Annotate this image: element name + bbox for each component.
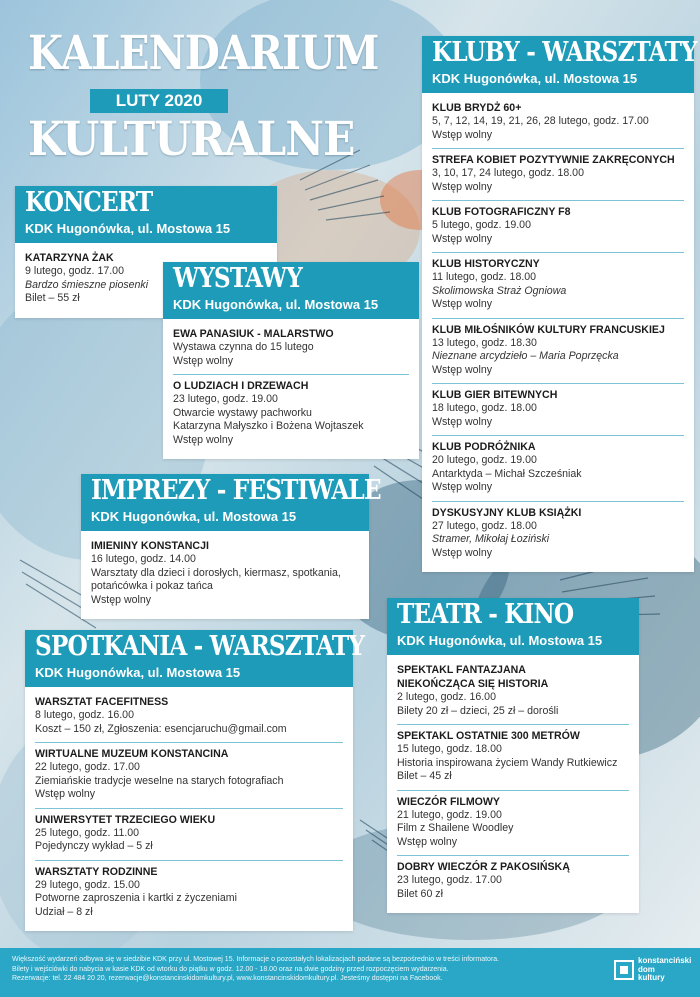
event-title: SPEKTAKL FANTAZJANA — [397, 664, 526, 676]
event-detail: Wstęp wolny — [91, 593, 152, 606]
teatr-panel — [387, 598, 639, 913]
event-detail: Nieznane arcydzieło – Maria Poprzęcka — [432, 350, 619, 362]
event-detail: Wstęp wolny — [432, 415, 493, 428]
event-item — [432, 201, 684, 253]
event-item — [432, 436, 684, 502]
teatr-title: TEATR - KINO — [397, 599, 574, 630]
event-item — [432, 384, 684, 436]
logo-text — [638, 957, 691, 983]
event-detail: Udział – 8 zł — [35, 905, 93, 918]
event-detail: Bilet 60 zł — [397, 887, 443, 900]
kdk-logo — [614, 956, 694, 990]
event-detail: 13 lutego, godz. 18.30 — [432, 336, 537, 349]
koncert-header — [15, 186, 277, 243]
event-item — [35, 861, 343, 926]
event-title: STREFA KOBIET POZYTYWNIE ZAKRĘCONYCH — [432, 154, 675, 166]
event-item — [397, 791, 629, 857]
logo-mark-icon — [614, 960, 634, 980]
event-detail: Stramer, Mikołaj Łoziński — [432, 533, 550, 545]
event-title: WIECZÓR FILMOWY — [397, 795, 500, 808]
event-item — [397, 725, 629, 791]
event-detail: 3, 10, 17, 24 lutego, godz. 18.00 — [432, 167, 584, 179]
imprezy-panel — [81, 474, 381, 619]
event-title: O LUDZIACH I DRZEWACH — [173, 380, 309, 392]
event-detail: 22 lutego, godz. 17.00 — [35, 761, 140, 773]
teatr-events — [387, 655, 639, 913]
event-detail: Otwarcie wystawy pachworku — [173, 406, 312, 419]
event-item — [35, 809, 343, 861]
event-detail: Wstęp wolny — [432, 546, 493, 559]
event-detail: Wstęp wolny — [173, 433, 234, 446]
footer — [0, 948, 700, 997]
event-item — [432, 149, 684, 201]
event-title: KLUB GIER BITEWNYCH — [432, 389, 558, 401]
teatr-header — [387, 598, 639, 655]
event-item — [432, 319, 684, 385]
event-detail: Antarktyda – Michał Szcześniak — [432, 467, 582, 480]
spotkania-panel — [25, 630, 365, 931]
imprezy-title: IMPREZY - FESTIWALE — [91, 475, 381, 506]
event-item — [25, 247, 157, 312]
event-detail: 2 lutego, godz. 16.00 — [397, 691, 496, 703]
event-detail: Potworne zaproszenia i kartki z życzeniami — [35, 892, 237, 904]
event-detail: Wstęp wolny — [432, 232, 493, 245]
kluby-panel — [422, 36, 697, 572]
wystawy-panel — [163, 262, 419, 459]
event-detail: Wstęp wolny — [432, 481, 493, 493]
event-item — [173, 375, 409, 453]
koncert-title: KONCERT — [25, 187, 153, 218]
event-item — [91, 535, 359, 613]
event-detail: 5, 7, 12, 14, 19, 21, 26, 28 lutego, godz. 17.00 — [432, 115, 649, 127]
teatr-venue: KDK Hugonówka, ul. Mostowa 15 — [397, 633, 603, 648]
wystawy-title: WYSTAWY — [173, 263, 302, 294]
event-detail: 9 lutego, godz. 17.00 — [25, 265, 124, 277]
event-detail: Wstęp wolny — [173, 354, 234, 367]
logo-text-line1: konstanciński — [638, 956, 692, 965]
kluby-venue: KDK Hugonówka, ul. Mostowa 15 — [432, 71, 638, 86]
main-title-line1: KALENDARIUM — [28, 26, 379, 81]
event-title: IMIENINY KONSTANCJI — [91, 540, 209, 552]
event-detail: Bilety 20 zł – dzieci, 25 zł – dorośli — [397, 704, 559, 717]
event-detail: Wstęp wolny — [432, 363, 493, 376]
event-detail: 23 lutego, godz. 17.00 — [397, 874, 502, 886]
kluby-title: KLUBY - WARSZTATY — [432, 37, 697, 68]
event-detail: 5 lutego, godz. 19.00 — [432, 219, 531, 231]
event-detail: Pojedynczy wykład – 5 zł — [35, 840, 153, 852]
event-title: EWA PANASIUK - MALARSTWO — [173, 328, 334, 340]
event-detail: Skolimowska Straż Ogniowa — [432, 284, 567, 297]
event-detail: Wstęp wolny — [397, 835, 458, 848]
month-badge: LUTY 2020 — [90, 89, 228, 113]
spotkania-title: SPOTKANIA - WARSZTATY — [35, 631, 365, 662]
event-detail: 8 lutego, godz. 16.00 — [35, 709, 134, 721]
event-title: SPEKTAKL OSTATNIE 300 METRÓW — [397, 730, 580, 742]
kluby-header — [422, 36, 697, 93]
event-detail: Bardzo śmieszne piosenki — [25, 278, 149, 291]
event-detail: Warsztaty dla dzieci i dorosłych, kiermasz, spotkania, — [91, 566, 341, 579]
wystawy-venue: KDK Hugonówka, ul. Mostowa 15 — [173, 297, 379, 312]
event-title: UNIWERSYTET TRZECIEGO WIEKU — [35, 813, 216, 826]
event-detail: Wstęp wolny — [432, 180, 493, 193]
event-detail: 25 lutego, godz. 11.00 — [35, 826, 140, 839]
kluby-events — [422, 93, 694, 572]
event-detail: Koszt – 150 zł, Zgłoszenia: esencjaruchu@gmail.com — [35, 722, 287, 735]
logo-text-line3: kultury — [638, 973, 665, 982]
event-detail: Wystawa czynna do 15 lutego — [173, 341, 314, 353]
wystawy-header — [163, 262, 419, 319]
event-detail: Historia inspirowana życiem Wandy Rutkiewicz — [397, 756, 618, 769]
imprezy-venue: KDK Hugonówka, ul. Mostowa 15 — [91, 509, 297, 524]
event-item — [432, 253, 684, 319]
event-detail: 16 lutego, godz. 14.00 — [91, 553, 196, 565]
footer-info-line: Większość wydarzeń odbywa się w siedzibie KDK przy ul. Mostowej 15. Informacje o pozostałych lokalizacjach podane są bezpośrednio w treści informatora. — [12, 956, 500, 963]
event-title: KATARZYNA ŻAK — [25, 252, 114, 264]
event-title: KLUB HISTORYCZNY — [432, 258, 540, 270]
event-title: KLUB MIŁOŚNIKÓW KULTURY FRANCUSKIEJ — [432, 323, 665, 336]
event-title: WARSZTAT FACEFITNESS — [35, 696, 169, 708]
event-detail: Wstęp wolny — [432, 128, 493, 141]
event-item — [397, 659, 629, 725]
event-title: KLUB FOTOGRAFICZNY F8 — [432, 206, 571, 218]
event-detail: 20 lutego, godz. 19.00 — [432, 454, 537, 466]
event-detail: 21 lutego, godz. 19.00 — [397, 808, 502, 821]
event-detail: 11 lutego, godz. 18.00 — [432, 271, 537, 283]
main-title-line2: KULTURALNE — [28, 112, 355, 167]
event-title: KLUB BRYDŻ 60+ — [432, 102, 522, 114]
event-detail: Wstęp wolny — [35, 788, 96, 800]
event-detail: potańcówka i pokaz tańca — [91, 580, 213, 592]
event-detail: 29 lutego, godz. 15.00 — [35, 878, 140, 891]
wystawy-events — [163, 319, 419, 459]
event-detail: 15 lutego, godz. 18.00 — [397, 743, 502, 755]
event-title: DOBRY WIECZÓR Z PAKOSIŃSKĄ — [397, 861, 570, 873]
event-item — [432, 502, 684, 567]
footer-reservations-line: Rezerwacje: tel. 22 484 20 20, rezerwacje@konstancinskidomkultury.pl, www.konstancinskidomkultury.pl. Jesteśmy dostępni na Facebook. — [12, 975, 443, 983]
imprezy-events — [81, 531, 369, 619]
event-title: WARSZTATY RODZINNE — [35, 865, 158, 878]
event-detail: Katarzyna Małyszko i Bożena Wojtaszek — [173, 420, 364, 432]
event-title: KLUB PODRÓŻNIKA — [432, 441, 536, 453]
koncert-venue: KDK Hugonówka, ul. Mostowa 15 — [25, 221, 231, 236]
event-item — [173, 323, 409, 375]
event-detail: Bilet – 55 zł — [25, 292, 80, 304]
event-detail: Ziemiańskie tradycje weselne na starych fotografiach — [35, 774, 284, 787]
spotkania-venue: KDK Hugonówka, ul. Mostowa 15 — [35, 665, 241, 680]
event-title: WIRTUALNE MUZEUM KONSTANCINA — [35, 748, 229, 760]
event-item — [35, 743, 343, 809]
event-detail: Wstęp wolny — [432, 298, 493, 310]
spotkania-events — [25, 687, 353, 931]
event-detail: 27 lutego, godz. 18.00 — [432, 519, 537, 532]
spotkania-header — [25, 630, 365, 687]
event-detail: Film z Shailene Woodley — [397, 822, 514, 834]
event-item — [397, 856, 629, 907]
logo-text-line2: dom — [638, 964, 655, 974]
event-title-continued: NIEKOŃCZĄCA SIĘ HISTORIA — [397, 678, 549, 690]
event-title: DYSKUSYJNY KLUB KSIĄŻKI — [432, 506, 582, 519]
event-detail: Bilet – 45 zł — [397, 770, 452, 782]
event-detail: 23 lutego, godz. 19.00 — [173, 393, 278, 405]
imprezy-header — [81, 474, 381, 531]
footer-tickets-line: Bilety i wejściówki do nabycia w kasie KDK od wtorku do piątku w godz. 12.00 - 18.00 oraz na dwie godziny przed rozpoczęciem wydarzenia. — [12, 965, 449, 973]
event-item — [35, 691, 343, 743]
event-detail: 18 lutego, godz. 18.00 — [432, 402, 537, 414]
event-item — [432, 97, 684, 149]
